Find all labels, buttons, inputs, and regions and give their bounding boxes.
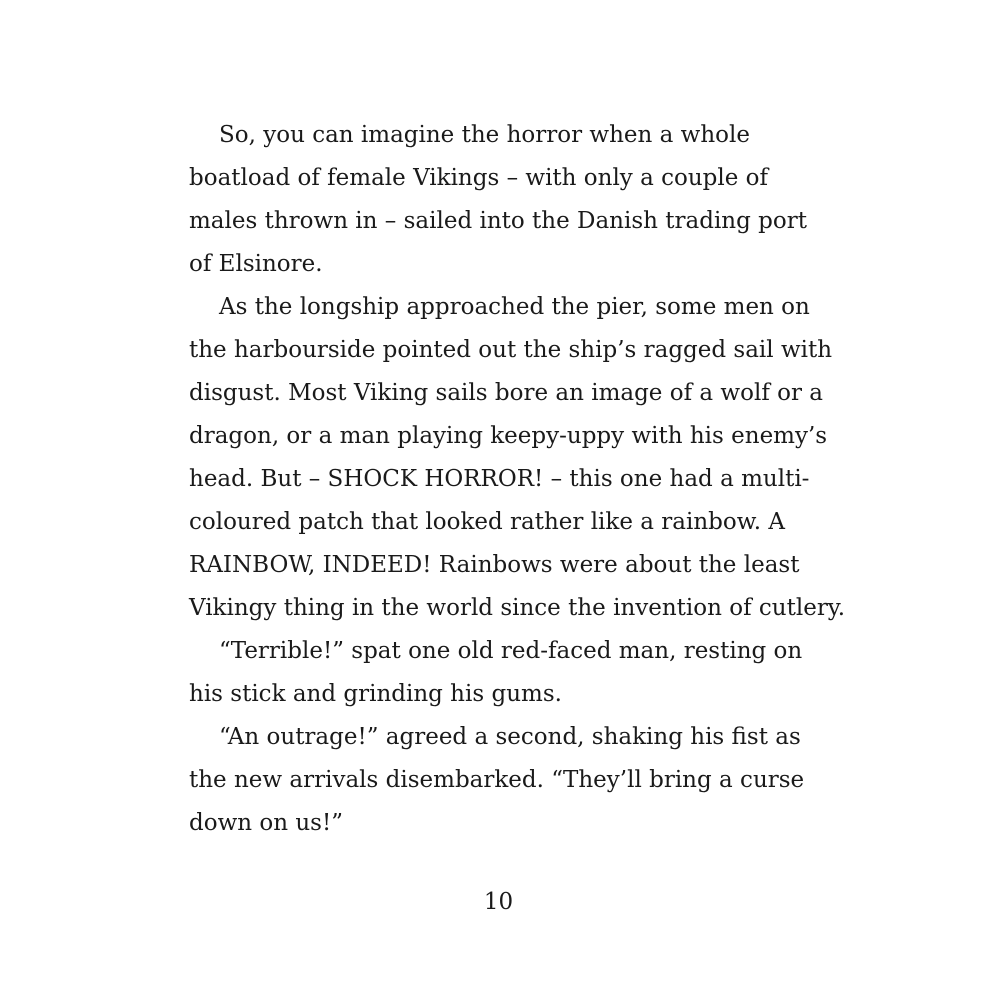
- text-line: Vikingy thing in the world since the invention of cutlery.: [189, 595, 846, 621]
- text-line: the new arrivals disembarked. “They’ll bring a curse: [189, 767, 805, 793]
- text-line: head. But – SHOCK HORROR! – this one had a multi-: [189, 466, 810, 492]
- text-line: males thrown in – sailed into the Danish trading port: [189, 208, 807, 234]
- text-line: of Elsinore.: [189, 251, 323, 277]
- text-line: down on us!”: [189, 810, 343, 836]
- body-text: [189, 114, 846, 845]
- text-line: dragon, or a man playing keepy-uppy with his enemy’s: [189, 423, 828, 449]
- text-line: “An outrage!” agreed a second, shaking his fist as: [219, 724, 801, 750]
- text-line: his stick and grinding his gums.: [189, 681, 562, 707]
- text-line: “Terrible!” spat one old red-faced man, resting on: [219, 638, 803, 664]
- page-number: 10: [483, 889, 514, 915]
- text-line: disgust. Most Viking sails bore an image of a wolf or a: [189, 380, 824, 406]
- text-line: coloured patch that looked rather like a rainbow. A: [189, 509, 785, 535]
- text-line: the harbourside pointed out the ship’s ragged sail with: [189, 337, 833, 363]
- text-line: boatload of female Vikings – with only a couple of: [189, 165, 769, 191]
- text-line: RAINBOW, INDEED! Rainbows were about the least: [189, 552, 800, 578]
- text-line: So, you can imagine the horror when a whole: [219, 122, 750, 148]
- text-line: As the longship approached the pier, some men on: [219, 294, 810, 320]
